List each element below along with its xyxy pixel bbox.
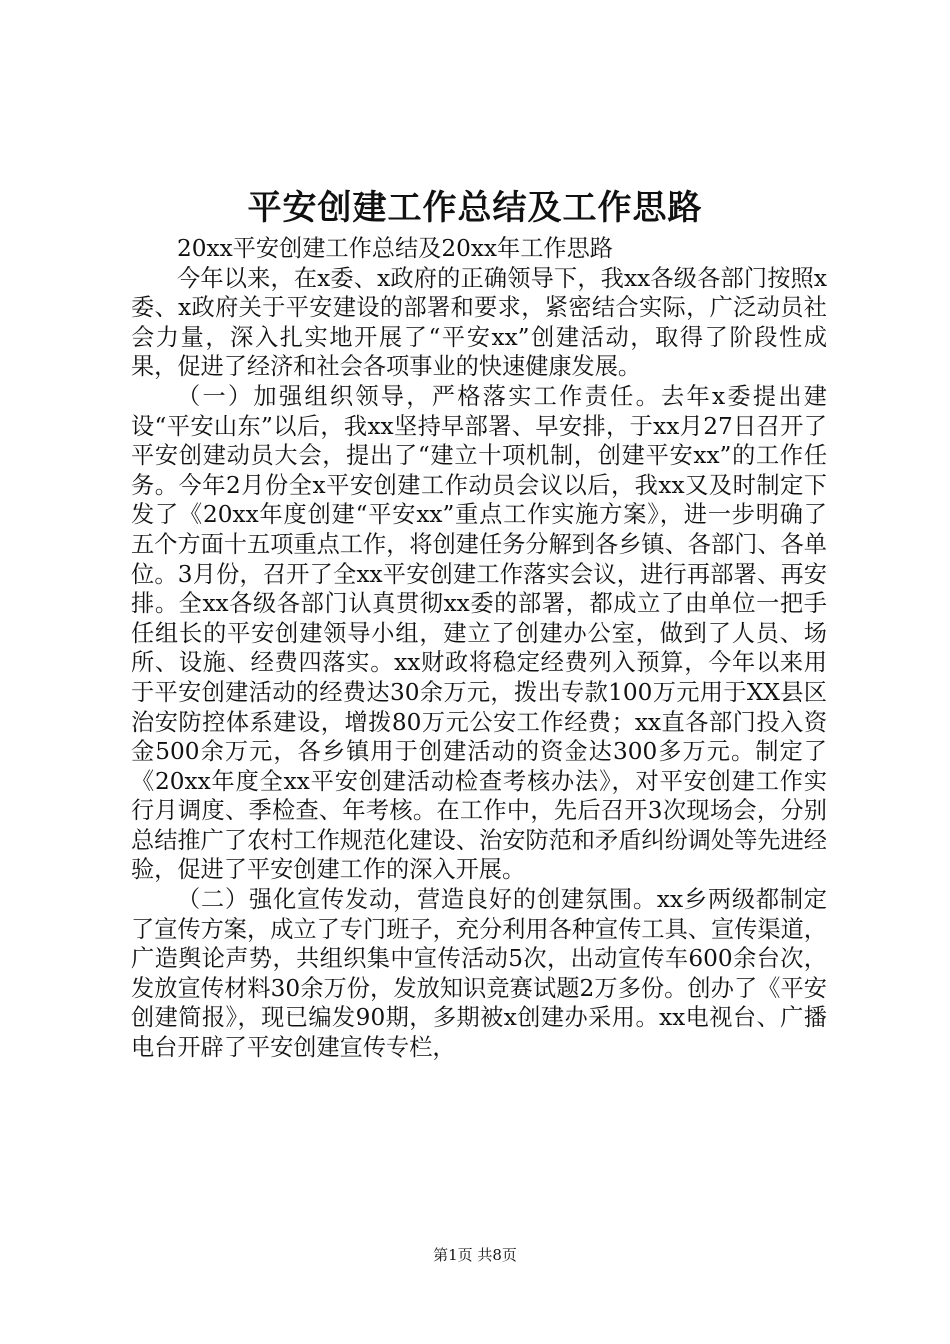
document-title: 平安创建工作总结及工作思路 [247, 188, 703, 228]
paragraph-section-2: （二）强化宣传发动，营造良好的创建氛围。xx乡两级都制定了宣传方案，成立了专门班子，充分利用各种宣传工具、宣传渠道，广造舆论声势，共组织集中宣传活动5次，出动宣传车600余台次，发放宣传材料30余万份，发放知识竞赛试题2万多份。创办了《平安创建简报》，现已编发90期，多期被x创建办采用。xx电视台、广播电台开辟了平安创建宣传专栏， [131, 886, 827, 1062]
paragraph-section-1: （一）加强组织领导，严格落实工作责任。去年x委提出建设“平安山东”以后，我xx坚持早部署、早安排，于xx月27日召开了平安创建动员大会，提出了“建立十项机制，创建平安xx”的工作任务。今年2月份全x平安创建工作动员会议以后，我xx又及时制定下发了《20xx年度创建“平安xx”重点工作实施方案》，进一步明确了五个方面十五项重点工作，将创建任务分解到各乡镇、各部门、各单位。3月份，召开了全xx平安创建工作落实会议，进行再部署、再安排。全xx各级各部门认真贯彻xx委的部署，都成立了由单位一把手任组长的平安创建领导小组，建立了创建办公室，做到了人员、场所、设施、经费四落实。xx财政将稳定经费列入预算，今年以来用于平安创建活动的经费达30余万元，拨出专款100万元用于XX县区治安防控体系建设，增拨80万元公安工作经费；xx直各部门投入资金500余万元，各乡镇用于创建活动的资金达300多万元。制定了《20xx年度全xx平安创建活动检查考核办法》，对平安创建工作实行月调度、季检查、年考核。在工作中，先后召开3次现场会，分别总结推广了农村工作规范化建设、治安防范和矛盾纠纷调处等先进经验，促进了平安创建工作的深入开展。 [131, 382, 827, 884]
document-subtitle: 20xx平安创建工作总结及20xx年工作思路 [177, 235, 613, 262]
document-body [131, 234, 827, 1063]
paragraph-intro: 今年以来，在x委、x政府的正确领导下，我xx各级各部门按照x委、x政府关于平安建设的部署和要求，紧密结合实际，广泛动员社会力量，深入扎实地开展了“平安xx”创建活动，取得了阶段性成果，促进了经济和社会各项事业的快速健康发展。 [131, 264, 827, 381]
page-number-footer: 第1页 共8页 [433, 1246, 517, 1264]
